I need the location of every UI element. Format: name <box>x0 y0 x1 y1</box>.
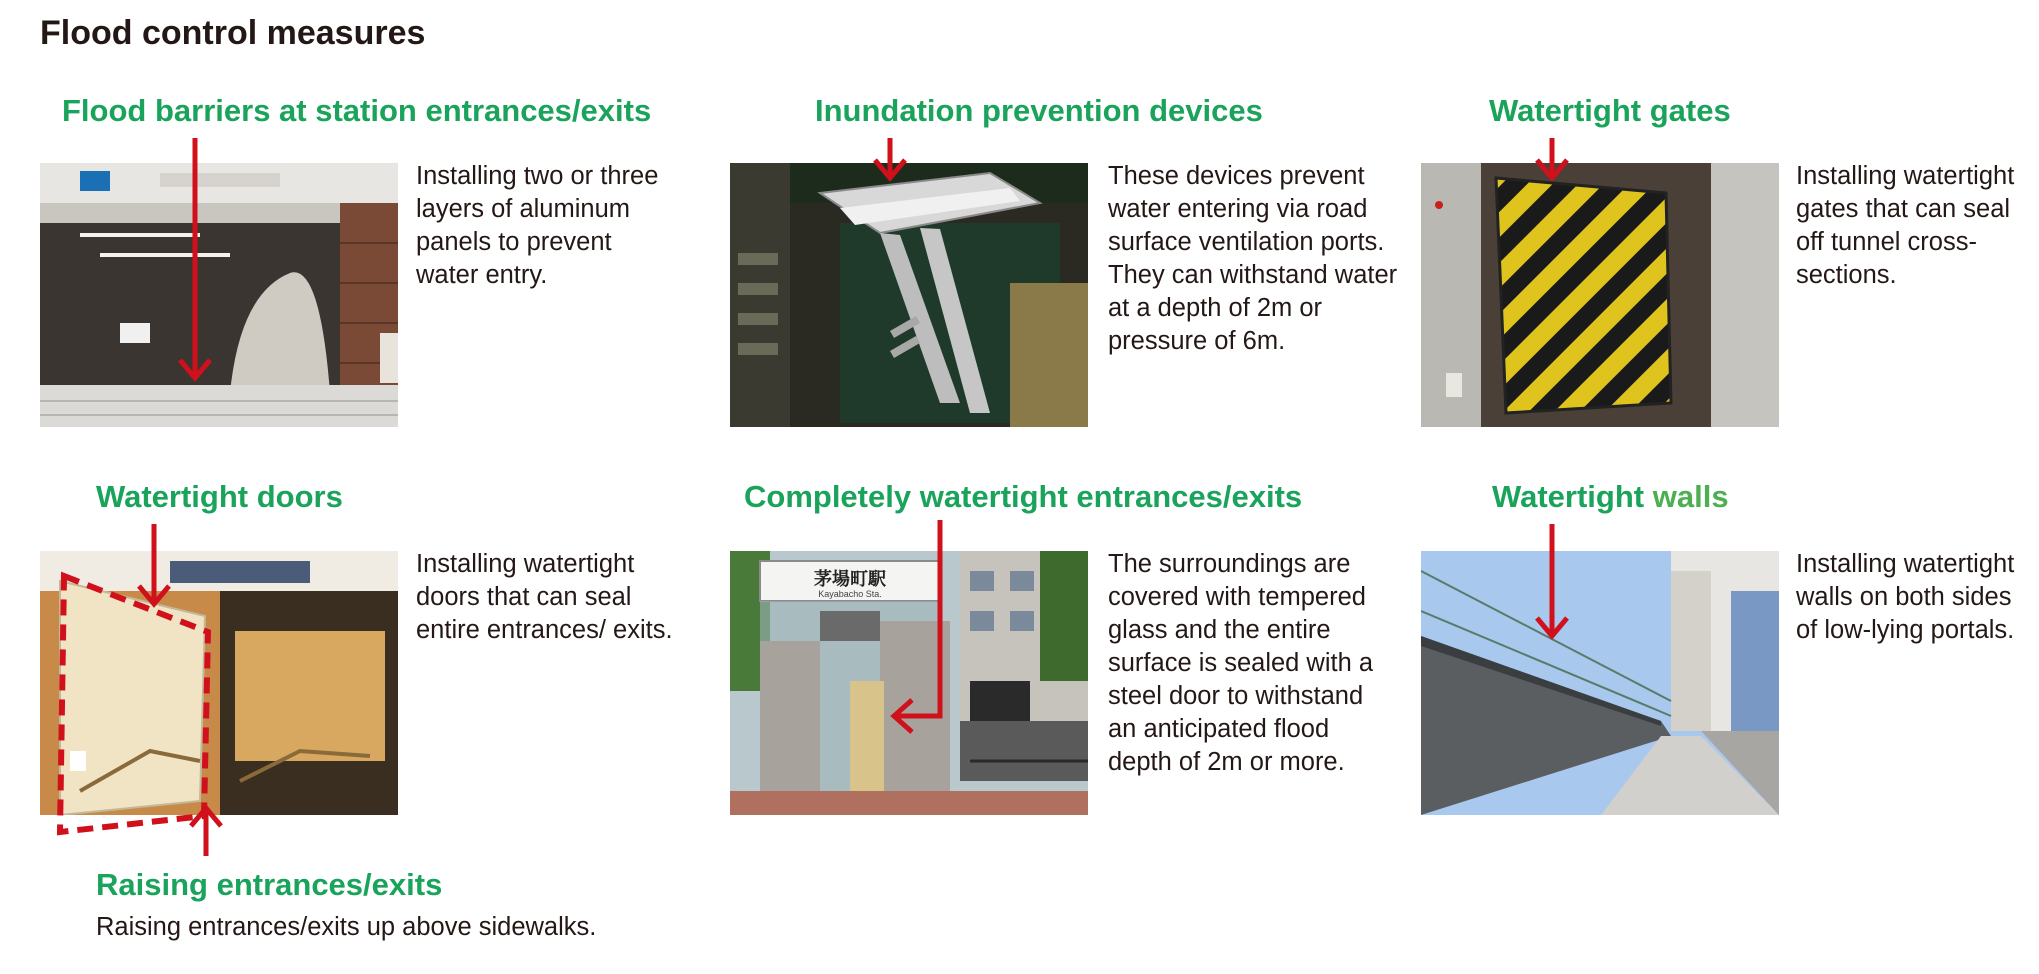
arrow-down-icon <box>160 138 230 388</box>
description-flood-barriers: Installing two or three layers of aluminum panels to prevent water entry. <box>416 162 659 289</box>
heading-watertight-doors: Watertight doors <box>96 479 343 514</box>
dashed-door-outline-icon <box>40 520 260 840</box>
description-watertight-gates: Installing watertight gates that can seal off tunnel cross-sections. <box>1796 162 2015 289</box>
photo-watertight-walls <box>1421 551 1779 815</box>
heading-inundation-devices: Inundation prevention devices <box>815 93 1263 128</box>
arrow-bent-icon <box>890 520 960 740</box>
description-completely-watertight: The surroundings are covered with tempered glass and the entire surface is sealed with a steel door to withstand an anticipated flood depth of 2m or more. <box>1108 550 1374 776</box>
description-watertight-walls: Installing watertight walls on both sides of low-lying portals. <box>1796 550 2015 644</box>
description-inundation-devices: These devices prevent water entering via road surface ventilation ports. They can withstand water at a depth of 2m or pressure of 6m. <box>1108 162 1398 355</box>
heading-watertight-walls-part2: walls <box>1652 479 1729 514</box>
description-raising-entrances: Raising entrances/exits up above sidewalks. <box>96 913 597 941</box>
station-sign-subtext: Kayabacho Sta. <box>818 589 882 599</box>
photo-inundation-devices <box>730 163 1088 427</box>
heading-watertight-walls-part1: Watertight <box>1492 479 1653 514</box>
heading-raising-entrances: Raising entrances/exits <box>96 867 443 902</box>
heading-completely-watertight: Completely watertight entrances/exits <box>744 479 1303 514</box>
photo-watertight-gates <box>1421 163 1779 427</box>
page-title: Flood control measures <box>40 14 426 52</box>
arrow-down-icon <box>1522 138 1582 188</box>
arrow-up-icon <box>176 800 236 860</box>
station-sign-text: 茅場町駅 <box>814 569 886 589</box>
heading-watertight-walls <box>1492 479 1729 515</box>
heading-watertight-gates: Watertight gates <box>1489 93 1731 128</box>
heading-flood-barriers: Flood barriers at station entrances/exits <box>62 93 652 128</box>
arrow-down-icon <box>1522 524 1582 644</box>
arrow-down-icon <box>860 138 920 188</box>
description-watertight-doors: Installing watertight doors that can seal entire entrances/ exits. <box>416 550 673 644</box>
